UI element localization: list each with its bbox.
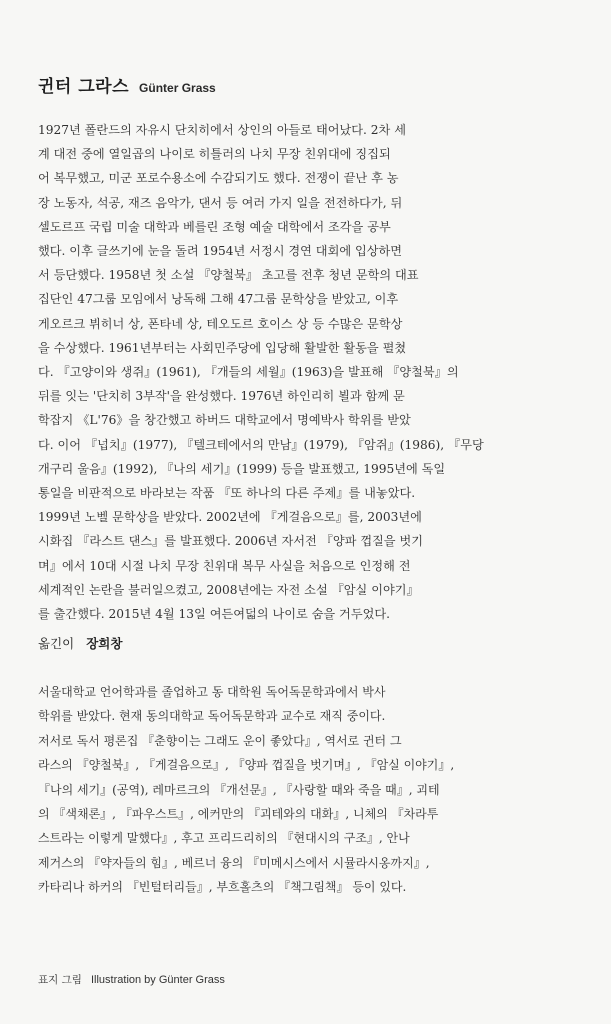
translator-bio-line: 라스의 『양철북』, 『게걸음으로』, 『양파 껍질을 벗기며』, 『암실 이야기』, [38, 758, 455, 773]
author-bio-line: 시화집 『라스트 댄스』를 발표했다. 2006년 자서전 『양파 껍질을 벗기 [38, 534, 423, 549]
author-bio-line: 서 등단했다. 1958년 첫 소설 『양철북』 초고를 전후 청년 문학의 대표 [38, 268, 419, 283]
author-bio-line: 학잡지 《L'76》을 창간했고 하버드 대학교에서 명예박사 학위를 받았 [38, 413, 411, 428]
cover-credit [38, 972, 225, 987]
author-bio-line: 어 복무했고, 미군 포로수용소에 수감되기도 했다. 전쟁이 끝난 후 농 [38, 171, 399, 186]
author-bio-line: 통일을 비판적으로 바라보는 작품 『또 하나의 다른 주제』를 내놓았다. [38, 486, 416, 501]
author-bio-line: 1927년 폴란드의 자유시 단치히에서 상인의 아들로 태어났다. 2차 세 [38, 123, 406, 137]
translator-bio-line: 스트라는 이렇게 말했다』, 후고 프리드리히의 『현대시의 구조』, 안나 [38, 831, 410, 846]
author-bio-line: 셀도르프 국립 미술 대학과 베를린 조형 예술 대학에서 조각을 공부 [38, 219, 391, 234]
author-name-korean: 귄터 그라스 [38, 77, 130, 97]
translator-heading [38, 634, 122, 652]
translator-bio-line: 저서로 독서 평론집 『춘향이는 그래도 운이 좋았다』, 역서로 귄터 그 [38, 733, 402, 748]
author-bio-line: 집단인 47그룹 모임에서 낭독해 그해 47그룹 문학상을 받았고, 이후 [38, 292, 399, 307]
author-biography [38, 118, 574, 626]
author-name-english: Günter Grass [139, 81, 216, 95]
author-bio-line: 게오르크 뷔히너 상, 폰타네 상, 테오도르 호이스 상 등 수많은 문학상 [38, 316, 403, 331]
author-bio-line: 며』에서 10대 시절 나치 무장 친위대 복무 사실을 처음으로 인정해 전 [38, 558, 411, 573]
author-bio-line: 뒤를 잇는 '단치히 3부작'을 완성했다. 1976년 하인리히 뵐과 함께 문 [38, 389, 405, 404]
author-bio-line: 를 출간했다. 2015년 4월 13일 여든여덟의 나이로 숨을 거두었다. [38, 607, 391, 622]
translator-name: 장희창 [86, 636, 123, 651]
author-bio-line: 1999년 노벨 문학상을 받았다. 2002년에 『게걸음으로』를, 2003년에 [38, 510, 422, 525]
author-bio-line: 다. 『고양이와 생쥐』(1961), 『개들의 세월』(1963)을 발표해 『양철북』의 [38, 365, 459, 380]
author-bio-line: 장 노동자, 석공, 재즈 음악가, 댄서 등 여러 가지 일을 전전하다가, 뒤 [38, 195, 403, 210]
cover-credit-label: 표지 그림 [38, 974, 82, 986]
cover-credit-illustration: Illustration by Günter Grass [90, 974, 225, 986]
author-bio-line: 을 수상했다. 1961년부터는 사회민주당에 입당해 활발한 활동을 펼쳤 [38, 340, 407, 355]
author-bio-line: 했다. 이후 글쓰기에 눈을 돌려 1954년 서정시 경연 대회에 입상하면 [38, 244, 403, 259]
translator-bio-line: 『나의 세기』(공역), 레마르크의 『개선문』, 『사랑할 때와 죽을 때』, 괴테 [38, 782, 440, 797]
author-heading [38, 72, 216, 97]
translator-bio-line: 카타리나 하커의 『빈털터리들』, 부흐홀츠의 『책그림책』 등이 있다. [38, 880, 407, 895]
translator-biography [38, 680, 574, 900]
translator-bio-line: 의 『색채론』, 『파우스트』, 에커만의 『괴테와의 대화』, 니체의 『차라투 [38, 807, 439, 822]
translator-bio-line: 서울대학교 언어학과를 졸업하고 동 대학원 독어독문학과에서 박사 [38, 685, 386, 699]
author-bio-line: 세계적인 논란을 불러일으켰고, 2008년에는 자전 소설 『암실 이야기』 [38, 582, 419, 597]
author-bio-line: 계 대전 중에 열일곱의 나이로 히틀러의 나치 무장 친위대에 징집되 [38, 147, 391, 162]
author-bio-line: 개구리 울음』(1992), 『나의 세기』(1999) 등을 발표했고, 1995년에 독일 [38, 461, 446, 476]
author-bio-line: 다. 이어 『넙치』(1977), 『텔크테에서의 만남』(1979), 『암쥐』(1986), 『무당 [38, 437, 484, 452]
translator-bio-line: 학위를 받았다. 현재 동의대학교 독어독문학과 교수로 재직 중이다. [38, 709, 386, 724]
translator-bio-line: 제거스의 『약자들의 힘』, 베르너 융의 『미메시스에서 시뮬라시옹까지』, [38, 855, 430, 870]
translator-label: 옮긴이 [38, 636, 75, 651]
